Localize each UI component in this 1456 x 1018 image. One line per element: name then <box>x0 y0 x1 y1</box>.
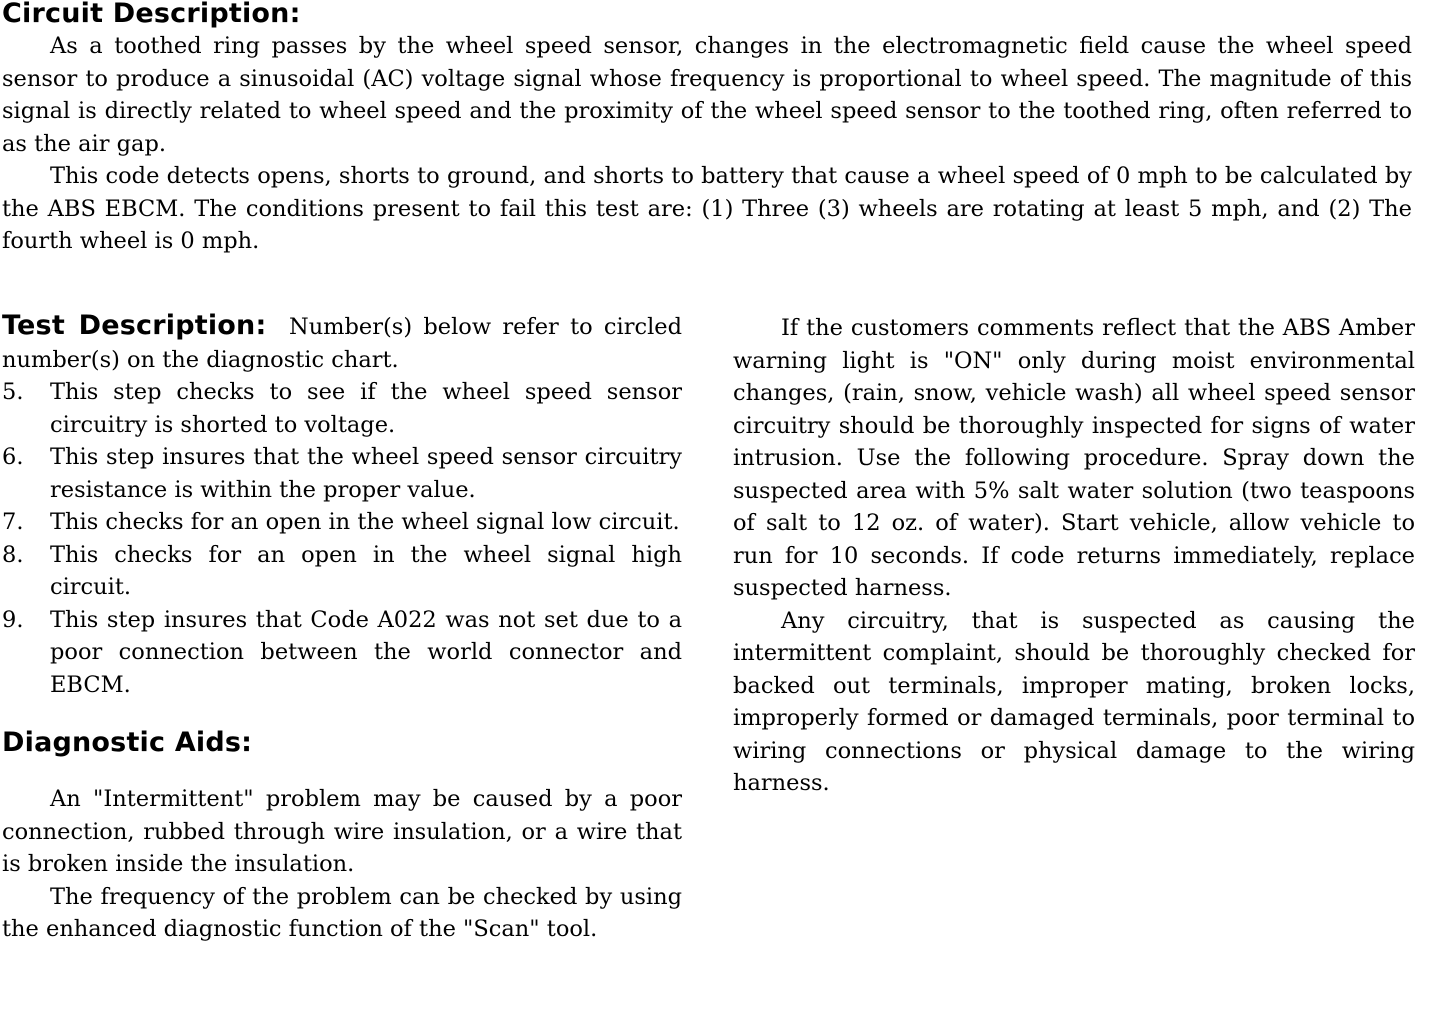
left-column <box>2 310 682 946</box>
circuit-description-section <box>2 0 1412 258</box>
test-description-intro-text: Number(s) below refer to circled number(s) on the diagnostic chart. <box>2 314 682 373</box>
step-text: This step insures that Code A022 was not set due to a poor connection between the world connector and EBCM. <box>50 606 682 698</box>
diagnostic-paragraph-2: The frequency of the problem can be checked by using the enhanced diagnostic function of the "Scan" tool. <box>2 883 682 942</box>
step-number: 7. <box>2 509 24 535</box>
step-text: This step checks to see if the wheel speed sensor circuitry is shorted to voltage. <box>50 379 682 438</box>
test-steps-list <box>2 376 682 701</box>
circuit-paragraph-2: This code detects opens, shorts to ground, and shorts to battery that cause a wheel speed of 0 mph to be calculated by the ABS EBCM. The conditions present to fail this test are: (1) Three (3) wheels are rotating at least 5 mph, and (2) The fourth wheel is 0 mph. <box>2 163 1412 254</box>
diagnostic-aids-heading: Diagnostic Aids: <box>2 727 253 758</box>
circuitry-inspection-paragraph: Any circuitry, that is suspected as causing the intermittent complaint, should be thoroughly checked for backed out terminals, improper mating, broken locks, improperly formed or damaged terminals, poor terminal to wiring connections or physical damage to the wiring harness. <box>733 607 1415 796</box>
test-description-heading: Test Description: <box>2 310 267 341</box>
circuit-description-heading: Circuit Description: <box>2 0 301 29</box>
test-step-7 <box>2 506 682 539</box>
step-number: 6. <box>2 444 24 470</box>
step-number: 8. <box>2 541 24 568</box>
step-number: 9. <box>2 606 24 633</box>
step-text: This checks for an open in the wheel signal low circuit. <box>50 509 680 535</box>
moisture-procedure-paragraph: If the customers comments reflect that the ABS Amber warning light is "ON" only during moist environmental changes, (rain, snow, vehicle wash) all wheel speed sensor circuitry should be thoroughly inspected for signs of water intrusion. Use the following procedure. Spray down the suspected area with 5% salt water solution (two teaspoons of salt to 12 oz. of water). Start vehicle, allow vehicle to run for 10 seconds. If code returns immediately, replace suspected harness. <box>733 315 1415 601</box>
test-step-6 <box>2 441 682 506</box>
test-step-9 <box>2 604 682 702</box>
test-step-8 <box>2 539 682 604</box>
test-description-intro <box>2 310 682 376</box>
step-text: This checks for an open in the wheel signal high circuit. <box>50 541 682 600</box>
right-column <box>733 312 1415 800</box>
step-text: This step insures that the wheel speed sensor circuitry resistance is within the proper value. <box>50 444 682 503</box>
circuit-paragraph-1: As a toothed ring passes by the wheel speed sensor, changes in the electromagnetic field cause the wheel speed sensor to produce a sinusoidal (AC) voltage signal whose frequency is proportional to wheel speed. The magnitude of this signal is directly related to wheel speed and the proximity of the wheel speed sensor to the toothed ring, often referred to as the air gap. <box>2 33 1412 157</box>
step-number: 5. <box>2 379 24 405</box>
diagnostic-paragraph-1: An "Intermittent" problem may be caused by a poor connection, rubbed through wire insulation, or a wire that is broken inside the insulation. <box>2 786 682 877</box>
test-step-5 <box>2 376 682 441</box>
